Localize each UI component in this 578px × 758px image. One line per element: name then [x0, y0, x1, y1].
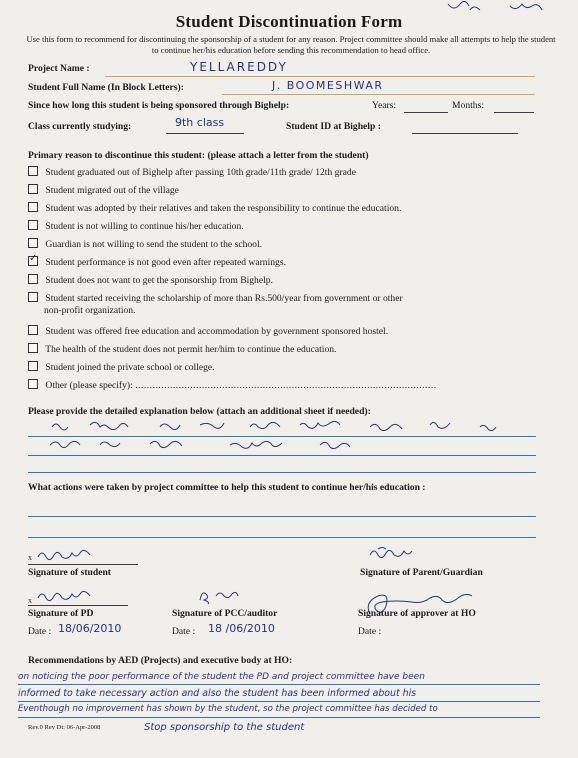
- class-value[interactable]: 9th class: [175, 116, 225, 129]
- pd-signature-scribble: [36, 588, 106, 604]
- reason-text: Student performance is not good even after repeated warnings.: [45, 257, 286, 268]
- checkbox[interactable]: [28, 292, 38, 302]
- reason-item[interactable]: [28, 220, 244, 232]
- reason-text: Student started receiving the scholarship of more than Rs.500/year from government or other: [45, 293, 403, 304]
- student-signature-scribble: [36, 547, 106, 563]
- reason-item[interactable]: [28, 202, 401, 214]
- pd-signature-label: Signature of PD: [28, 608, 94, 619]
- reason-item[interactable]: [28, 325, 388, 337]
- reason-text: Student graduated out of Bighelp after passing 10th grade/11th grade/ 12th grade: [45, 167, 356, 178]
- recommendation-line: informed to take necessary action and also the student has been informed about his: [18, 688, 417, 699]
- sponsored-duration-label: Since how long this student is being sponsored through Bighelp:: [28, 100, 290, 111]
- project-name-value[interactable]: YELLAREDDY: [190, 60, 288, 74]
- checkbox[interactable]: [28, 220, 38, 230]
- recommendation-line: Stop sponsorship to the student: [144, 722, 305, 733]
- reason-item[interactable]: [28, 184, 179, 196]
- reason-item[interactable]: [28, 256, 286, 268]
- form-title: Student Discontinuation Form: [175, 12, 403, 31]
- reason-item[interactable]: [28, 292, 403, 304]
- student-name-value[interactable]: J. BOOMESHWAR: [272, 79, 384, 92]
- months-label: Months:: [452, 100, 484, 111]
- actions-line[interactable]: [28, 516, 536, 517]
- months-field[interactable]: [494, 112, 534, 113]
- checkbox[interactable]: [28, 166, 38, 176]
- class-label: Class currently studying:: [28, 121, 132, 132]
- reason-item[interactable]: [28, 238, 262, 250]
- reason-text: Student was offered free education and accommodation by government sponsored hostel.: [45, 326, 389, 337]
- x-mark: x: [28, 596, 32, 605]
- years-label: Years:: [372, 100, 397, 111]
- checkbox-checked[interactable]: [28, 256, 38, 266]
- student-id-field[interactable]: [412, 133, 518, 134]
- pcc-signature-scribble: [196, 586, 246, 606]
- reason-text: Student migrated out of the village: [45, 185, 179, 196]
- pcc-date-value[interactable]: 18 /06/2010: [208, 622, 275, 635]
- reason-text: The health of the student does not permit her/him to continue the education.: [45, 344, 337, 355]
- parent-signature-scribble: [368, 545, 428, 563]
- checkbox[interactable]: [28, 184, 38, 194]
- reason-item[interactable]: [28, 274, 273, 286]
- checkbox[interactable]: [28, 379, 38, 389]
- reason-text: Student does not want to get the sponsorship from Bighelp.: [45, 275, 273, 286]
- recommendation-line: Eventhough no improvement has shown by the student, so the project committee has decided to: [18, 704, 438, 714]
- student-name-label: Student Full Name (In Block Letters):: [28, 82, 184, 93]
- approver-date-label: Date :: [358, 626, 382, 637]
- explanation-label: Please provide the detailed explanation below (attach an additional sheet if needed):: [28, 406, 371, 417]
- checkbox[interactable]: [28, 238, 38, 248]
- pcc-signature-label: Signature of PCC/auditor: [172, 608, 278, 619]
- x-mark: x: [28, 553, 32, 562]
- recommendation-line: on noticing the poor performance of the student the PD and project committee have been: [18, 672, 425, 682]
- reason-text-continuation: non-profit organization.: [44, 305, 136, 316]
- student-signature-label: Signature of student: [28, 567, 111, 578]
- project-name-label: Project Name :: [28, 63, 90, 74]
- reason-text: Other (please specify):: [45, 380, 133, 391]
- reason-item[interactable]: Other (please specify): ........................................................................................................: [28, 379, 437, 391]
- revision-footer: Rev.0 Rev Dt: 06-Apr-2008: [28, 724, 101, 731]
- pd-date-value[interactable]: 18/06/2010: [58, 622, 122, 635]
- actions-label: What actions were taken by project committee to help this student to continue her/his education :: [28, 482, 426, 493]
- recommendations-label: Recommendations by AED (Projects) and executive body at HO:: [28, 655, 293, 666]
- checkbox[interactable]: [28, 361, 38, 371]
- student-id-label: Student ID at Bighelp :: [286, 121, 381, 132]
- years-field[interactable]: [404, 112, 448, 113]
- reason-text: Student was adopted by their relatives and taken the responsibility to continue the education.: [45, 203, 402, 214]
- checkbox[interactable]: [28, 343, 38, 353]
- reason-item[interactable]: [28, 361, 215, 373]
- checkbox[interactable]: [28, 202, 38, 212]
- approver-signature-label: Signature of approver at HO: [358, 608, 476, 619]
- reason-text: Student is not willing to continue his/her education.: [45, 221, 244, 232]
- form-intro: Use this form to recommend for discontinuing the sponsorship of a student for any reason. Project committee should make all attempts to help the student to continue her/his education before sending this recommendation to head office.: [26, 34, 556, 55]
- reason-text: Student joined the private school or college.: [45, 362, 215, 373]
- reason-item[interactable]: [28, 166, 356, 178]
- parent-signature-label: Signature of Parent/Guardian: [360, 567, 483, 578]
- pcc-date-label: Date :: [172, 626, 196, 637]
- reason-text: Guardian is not willing to send the student to the school.: [45, 239, 263, 250]
- pd-date-label: Date :: [28, 626, 52, 637]
- reason-item[interactable]: [28, 343, 336, 355]
- checkbox[interactable]: [28, 325, 38, 335]
- reasons-heading: Primary reason to discontinue this student: (please attach a letter from the student): [28, 150, 369, 161]
- checkbox[interactable]: [28, 274, 38, 284]
- actions-line[interactable]: [28, 537, 536, 538]
